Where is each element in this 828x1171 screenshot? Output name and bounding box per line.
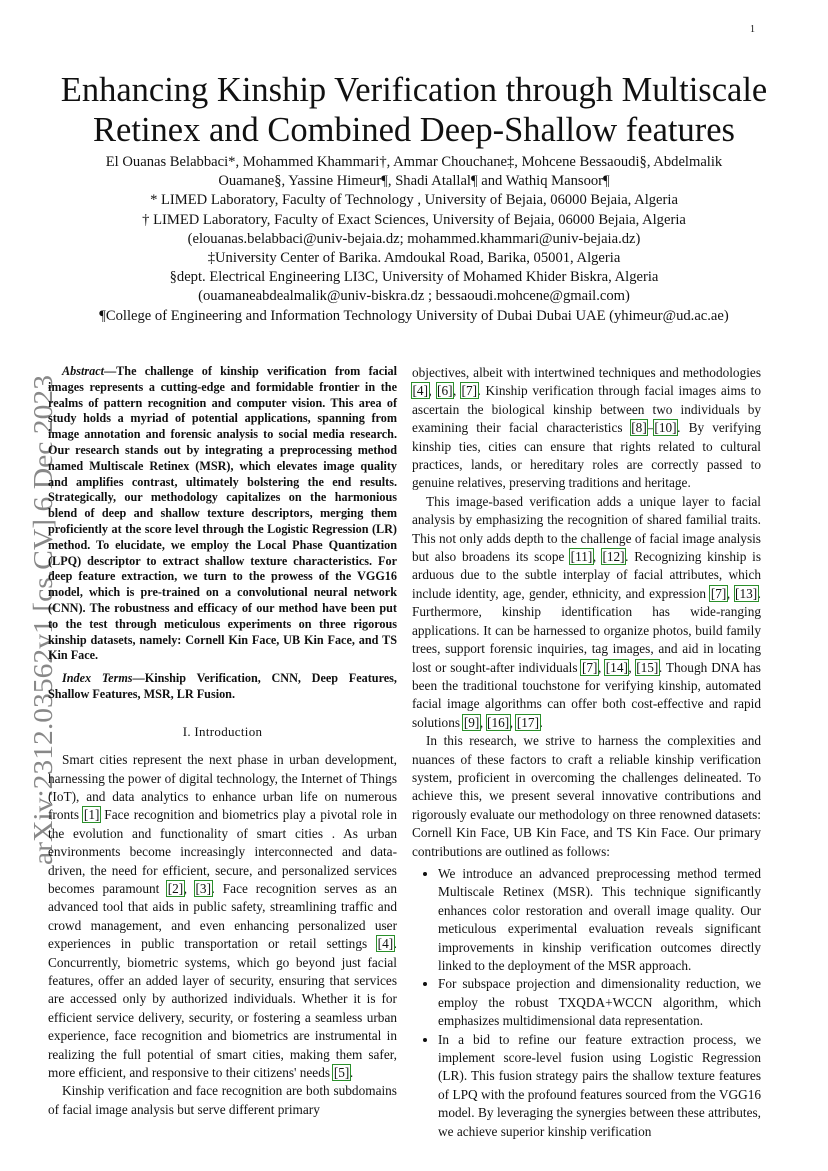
author-line-1: El Ouanas Belabbaci*, Mohammed Khammari†, Ammar Chouchane‡, Mohcene Bessaoudi§, Abdelmalik [105,154,723,170]
email-line-1: (elouanas.belabbaci@univ-bejaia.dz; mohammed.khammari@univ-bejaia.dz) [187,230,641,247]
citation-link[interactable]: [6] [437,383,453,399]
page-number: 1 [750,24,755,35]
affiliation-1: * LIMED Laboratory, Faculty of Technology , University of Bejaia, 06000 Bejaia, Algeria [150,192,678,209]
citation-link[interactable]: [4] [377,936,394,952]
citation-link[interactable]: [9] [463,714,480,730]
citation-link[interactable]: [1] [83,807,100,823]
abstract-label: Abstract [62,364,104,378]
affiliation-4: §dept. Electrical Engineering LI3C, University of Mohamed Khider Biskra, Algeria [169,269,659,286]
arxiv-identifier-text: arXiv:2312.03562v1 [cs.CV] 6 Dec 2023 [27,409,58,865]
citation-link[interactable]: [11] [570,549,593,565]
citation-link[interactable]: [16] [487,714,510,730]
citation-link[interactable]: [17] [516,714,539,730]
citation-link[interactable]: [4] [412,383,429,399]
intro-paragraph-2: Kinship verification and face recognition are both subdomains of facial image analysis but serve different primary [48,1083,397,1117]
paper-title: Enhancing Kinship Verification through Multiscale Retinex and Combined Deep-Shallow features [60,71,768,149]
affiliation-2: † LIMED Laboratory, Faculty of Exact Sciences, University of Bejaia, 06000 Bejaia, Algeria [142,211,686,228]
right-column [412,364,761,1141]
citation-link[interactable]: [2] [167,880,184,896]
abstract [48,364,397,664]
affiliation-5: ¶College of Engineering and Information Technology University of Dubai Dubai UAE (yhimeur@ud.ac.ae) [99,307,729,324]
contribution-item: • In a bid to refine our feature extraction process, we implement score-level fusion using Logistic Regression (LR). This fusion strategy pairs the shallow texture features of LPQ with the profound features sourced from the VGG16 model. By leveraging the synergies between these attributes, we achieve superior kinship verification [438,1031,761,1141]
author-line-2: Ouamane§, Yassine Himeur¶, Shadi Atallal¶ and Wathiq Mansoor¶ [218,173,610,190]
contribution-item: • We introduce an advanced preprocessing method termed Multiscale Retinex (MSR). This technique significantly enhances color restoration and overall image quality. Our meticulous experimental evaluation reveals significant improvements in kinship verification outcomes directly linked to the deployment of the MSR approach. [438,865,761,975]
citation-link[interactable]: [5] [333,1065,350,1081]
contributions-list [412,865,761,1141]
author-block [48,153,780,326]
index-terms-label: Index Terms [62,671,133,686]
citation-link[interactable]: [3] [195,880,212,896]
affiliation-3: ‡University Center of Barika. Amdoukal Road, Barika, 05001, Algeria [207,250,621,267]
intro-paragraph-1: Smart cities represent the next phase in urban development, harnessing the power of digital technology, the Internet of Things (IoT), and data analytics to enhance urban life on numerous fronts [1] Face recognition and biometrics play a pivotal role in the evolution and functionality of smart cities . As urban environments become increasingly interconnected and data-driven, the need for efficient, secure, and personalized services becomes paramount [2], [3]. Face recognition serves as an advanced tool that aids in public safety, streamlining traffic and crowd management, and even enhancing personalized user experiences in public transportation or retail settings [4]. Concurrently, biometric systems, which go beyond just facial features, offer an added layer of security, ensuring that services are accessed only by authorized individuals. Whether it is for efficient service delivery, security, or fostering a seamless urban experience, face recognition and biometrics are instrumental in realizing the full potential of smart cities, making them safer, more efficient, and responsive to their citizens' needs [5]. [48,752,397,1081]
intro-paragraph-4: This image-based verification adds a unique layer to facial analysis by emphasizing the recognition of shared familial traits. This not only adds depth to the challenge of facial image analysis but also broadens its scope [11], [12]. Recognizing kinship is arduous due to the subtle interplay of facial attributes, which include identity, age, gender, ethnicity, and expression [7], [13]. Furthermore, kinship identification has wide-ranging applications. It can be harnessed to organize photos, build family trees, support forensic inquiries, tag images, and aid in locating lost or sought-after individuals [7], [14], [15]. Though DNA has been the traditional touchstone for verifying kinship, automated facial image algorithms can offer both cost-effective and rapid solutions [9], [16], [17]. [412,493,761,730]
citation-link[interactable]: [7] [581,659,598,675]
citation-link[interactable]: [12] [602,549,625,565]
citation-link[interactable]: [15] [636,659,659,675]
citation-link[interactable]: [10] [654,420,677,436]
left-column [48,364,397,1119]
intro-paragraph-3: objectives, albeit with intertwined techniques and methodologies [4], [6], [7]. Kinship verification through facial images aims to ascertain the biological kinship between two individuals by examining their facial characteristics [8]–[10]. By verifying kinship ties, cities can ensure that rights related to cultural practices, lands, or hereditary roles are correctly passed to genuine relatives, preserving traditions and heritage. [412,365,762,491]
citation-link[interactable]: [7] [710,585,727,601]
index-terms-text: —Kinship Verification, CNN, Deep Features, Shallow Features, MSR, LR Fusion. [48,671,397,701]
abstract-text: —The challenge of kinship verification from facial images represents a cutting-edge and formidable frontier in the realms of pattern recognition and computer vision. This area of study holds a myriad of potential applications, spanning from image annotation and forensic analysis to social media research. Our research stands out by integrating a preprocessing method named Multiscale Retinex (MSR), which elevates image quality and amplifies contrast, ultimately bolstering the end results. Strategically, our methodology capitalizes on the harmonious blend of deep and shallow texture descriptors, merging them proficiently at the score level through the Logistic Regression (LR) method. To elucidate, we employ the Local Phase Quantization (LPQ) descriptor to extract shallow texture characteristics. For deep feature extraction, we turn to the prowess of the VGG16 model, which is pre-trained on a convolutional neural network (CNN). The robustness and efficacy of our method have been put to the test through meticulous experiments on three rigorous kinship datasets, namely: Cornell Kin Face, UB Kin Face, and TS Kin Face. [48,364,397,663]
email-line-2: (ouamaneabdealmalik@univ-biskra.dz ; bessaoudi.mohcene@gmail.com) [198,288,630,305]
citation-link[interactable]: [8] [631,420,647,436]
section-heading-introduction: I. Introduction [182,723,263,739]
citation-link[interactable]: [7] [461,383,478,399]
intro-paragraph-5: In this research, we strive to harness the complexities and nuances of these factors to craft a reliable kinship verification system, proficient in overcoming the challenges delineated. To achieve this, we present several innovative contributions and rigorously evaluate our methodology on three renowned datasets: Cornell Kin Face, UB Kin Face, and TS Kin Face. Our primary contributions are outlined as follows: [412,733,761,859]
citation-link[interactable]: [13] [735,585,758,601]
index-terms [48,671,397,703]
contribution-item: • For subspace projection and dimensionality reduction, we employ the robust TXQDA+WCCN algorithm, which emphasizes multidimensional data representation. [438,975,761,1030]
citation-link[interactable]: [14] [605,659,628,675]
